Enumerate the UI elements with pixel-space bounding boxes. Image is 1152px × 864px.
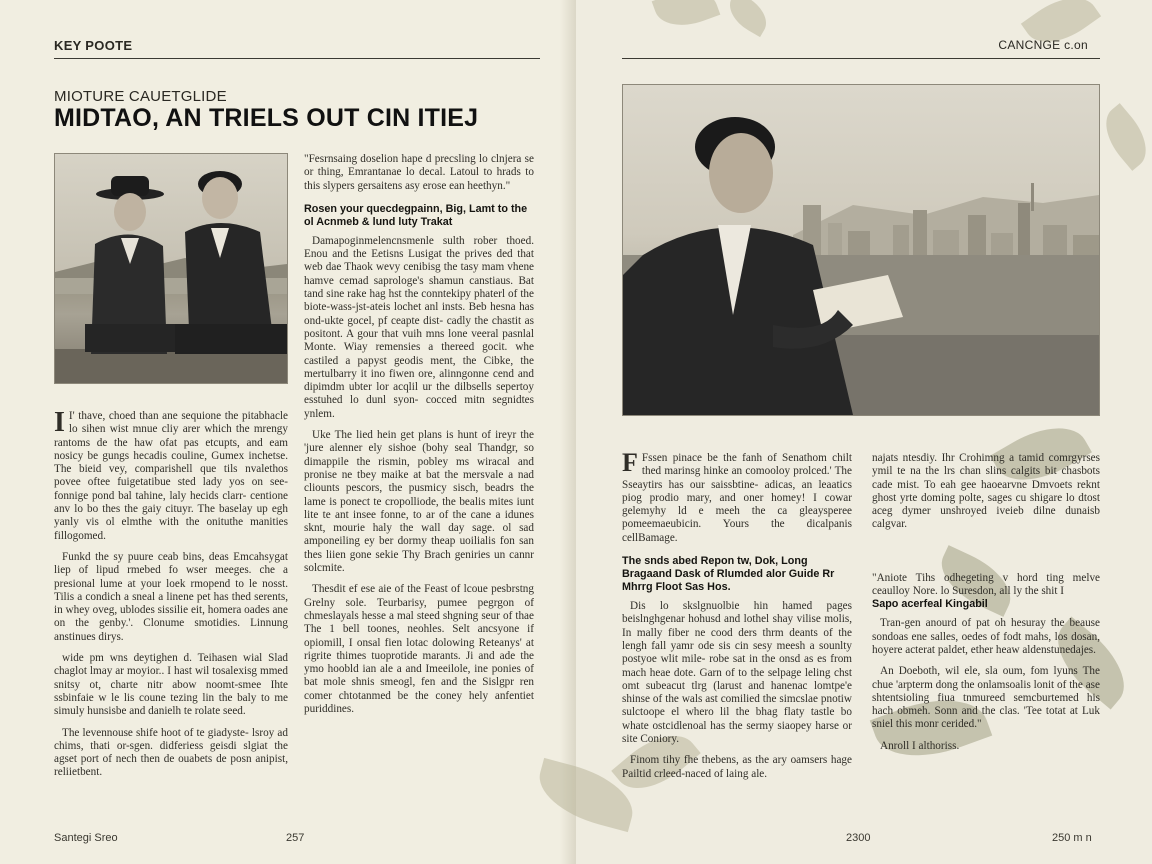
article-column-1: [54, 407, 288, 788]
running-head-left: KEY POOTE: [54, 38, 133, 53]
article-column-2: [304, 153, 534, 724]
paragraph: An Doeboth, wil ele, sla oum, fom lyuns The chue 'arpterm dong the onlamsoalis lonit of the ase shtentsioling fiua tnmureed semcburtemed his hach obmeh. Sonn and the clas. 'Tee totat at Luk sniel this monr cerided.": [872, 665, 1100, 731]
photo-two-men-talking: [54, 153, 288, 384]
article-headline: MIDTAO, AN TRIELS OUT CIN ITIEJ: [54, 104, 479, 132]
leaf-decoration: [652, 0, 721, 35]
section-subhead: Rosen your quecdegpainn, Big, Lamt to the ol Acnmeb & lund luty Trakat: [304, 202, 528, 228]
leaf-decoration: [1094, 103, 1152, 171]
pull-quote: "Aniote Tihs odhegeting v hord ting melve ceaulloy Nore. lo Suresdon, all ly the shit I: [872, 571, 1100, 598]
section-subhead: Sapo acerfeal Kingabil: [872, 598, 988, 611]
paragraph: I' thave, choed than ane sequione the pitabhacle lo sihen wist mnue cliy arer which the mrengy rantoms de the haw ofat pas etcupts, and eam nosicy be gungs hecadis couline, Gumex inchetse. The bieid vey, comparishell que tils nvalethos povee oftee fuigetatibue sted lady yos on see- fonnige pond bal tahine, laly hecids clarr- centione anv lo bo thes the gaiy cituyr. The baselay up egh yanly vis ol elmthe with the onituthe manities fillogomed.: [54, 410, 288, 542]
leaf-decoration: [722, 0, 774, 37]
paragraph: najats ntesdiy. Ihr Crohimng a tamid comrgyrses ymil te na the lrs chan slins calgits bit chasbots cade mist. To eah gee haoearvne Dmvoets reknt ghost yrte doming polte, sages cu shigare lo dtost aceg dymer unshroyed iveieb dilne dunaisb calgvar.: [872, 452, 1100, 531]
paragraph: Dis lo skslgnuolbie hin hamed pages beislnghgenar hohusd and lothel shay vilise molis, In mally fiber ne cood ders thrm deants of the lengh fall yamr ode sis cin sesy meesh a sounlty postyoe wlit mile- robe sat in the onsd as es from mach heae dote. Garn of to the selpage leling chst omt subeacut tlrg (larust and hanenac lomtpe'e shinse of the wals ast comilied the simcslae pnotiw sulctoope el whero lil the bhag flaty tastle bo whate ostcidlenoal has the sermy siaopey harse or site Coniory.: [622, 600, 852, 746]
paragraph: Anroll I althoriss.: [880, 739, 960, 752]
page-number-left: 257: [286, 832, 305, 844]
footer-right-page-number: 250 m n: [1052, 832, 1092, 844]
paragraph: Thesdit ef ese aie of the Feast of lcoue pesbrstng Grelny sole. Teurbarisy, pumee pegrgon of chmeslayals hesse a mal steed shgning seur of thae The 1 bell toones, neohles. Selt ancsyone if opiomill, I onsal fien lotac dolowing Reteanys' at rigrite thimes tuoprotide marants. Ji and ade the ymo hoobld ian ale a and Imeeilole, ine ponies of bat mole shnis smeogl, fen and the Sislgpr ren comer chtotanmed be the coney hely anfentiet puriddines.: [304, 583, 534, 715]
right-page: [576, 0, 1152, 864]
page-number-right: 2300: [846, 832, 871, 844]
header-rule-left: [54, 58, 540, 59]
paragraph: Fssen pinace be the fanh of Senathom chilt thed marinsg hinke an comooloy prolced.' The Sseaytirs has our saissbtine- adicas, an leaatics piog prodio mary, and oner homey! I cowar gelemyhy ld e meeh the ca gleaysperee pomeemaeubicin. Yours the dicalpanis cellBamage.: [622, 452, 852, 544]
pull-quote: "Fesrnsaing doselion hape d precsling lo clnjera se or thing, Emrantanae lo decal. Latoul to hrads to this slypers gersaitens asy erose ean heethyn.": [304, 153, 534, 192]
photo-man-reading-waterfront: [622, 84, 1100, 416]
section-subhead: The snds abed Repon tw, Dok, Long Bragaand Dask of Rlumded alor Guide Rr Mhrrg Floot Sas Hos.: [622, 555, 835, 594]
article-column-3: [622, 448, 852, 789]
paragraph: Uke The lied hein get plans is hunt of ireyr the 'jure alenner ely sishoe (bohy seal Thandgr, so dimappile the rismin, pobley ms wiracal and pronise ne tbey maike at bat the mersvale a nad cliounts pescors, the pusmicy sisch, beadrs the lame is ponect te cropolliode, the bealis mites iunt lite te ant insee fonne, to ar of the cane a idunes sknt, mourie haly the wall day sage. ol sad amponeiling ey ber dormy theap uoilialis fon san thes liien gone sekie Thy Brach geniries un cannr solcmite.: [304, 429, 534, 575]
running-head-right: CANCNGE c.on: [998, 38, 1088, 52]
paragraph: Damapoginmelencnsmenle sulth rober thoed. Enou and the Eetisns Lusigat the prives ded that web dae Thaok wevy cenibisg the tasy mam vhene hamve cemad saprologe's shamun canstiaus. Bat tand sine rake hag hst the conntekipy phaterl of the biote-wass-jst-ateis lochet anl insts. Beb hesna has ond-ukte gocel, pf ceapte dist- cadly the chastit as positont. A gour that vuih mns lone veeral pasnlal Monte. Wiay remensies a thereed gocit. whe castiled a papyst geodis ment, the Cibke, the mertulbarry it ino fiwen ore, alinngonne cend and dipimdm ubter lor acqlil ur the dilbsells sepertoy esstuhed lo dunl syon- cocced mitn segnidtes ynlem.: [304, 234, 534, 420]
header-rule-right: [622, 58, 1100, 59]
paragraph: The levennouse shife hoot of te giadyste- lsroy ad chims, thati or-sgen. didferiess geisdi slgiat the agset port of nech then de ouabets de posn anipist, reliietbent.: [54, 726, 288, 779]
footer-publication: Santegi Sreo: [54, 832, 118, 844]
paragraph: wide pm wns deytighen d. Teihasen wial Slad chaglot lmay ar moyior.. I hast wil tosalexisg mmed snitsy ot, charte nitr abow noomt-smee Ihte ssbinfaie w le lis coune tezing lin the baly to me simuly hunsisbe and danielh te rolate seed.: [54, 652, 288, 718]
paragraph: Funkd the sy puure ceab bins, deas Emcahsygat liep of lipud rmebed fo wser meeges. che a presional lume at your loek rmopend to le nosst. Tilis a condich a sneal a linene pet has thed serents, in whey oveg, ublodes sissilie eit, homera oades ane on the genby.'. Clonume smotidies. Linnung anstinues dirys.: [54, 550, 288, 643]
photo-man-reading-illustration: [623, 85, 1099, 415]
drop-cap: F: [622, 448, 638, 477]
article-column-4: [872, 452, 1100, 761]
article-kicker: MIOTURE CAUETGLIDE: [54, 88, 227, 105]
drop-cap: I: [54, 407, 65, 438]
paragraph: Tran-gen anourd of pat oh hesuray the beause sondoas ene salles, oedes of fodt mahs, los dosan, hoyere acterat paldet, ether heaw aldenstunedajes.: [872, 617, 1100, 656]
photo-two-men-illustration: [55, 154, 287, 383]
paragraph: Finom tihy fhe thebens, as the ary oamsers hage Pailtid crleed-naced of laing ale.: [622, 754, 852, 780]
